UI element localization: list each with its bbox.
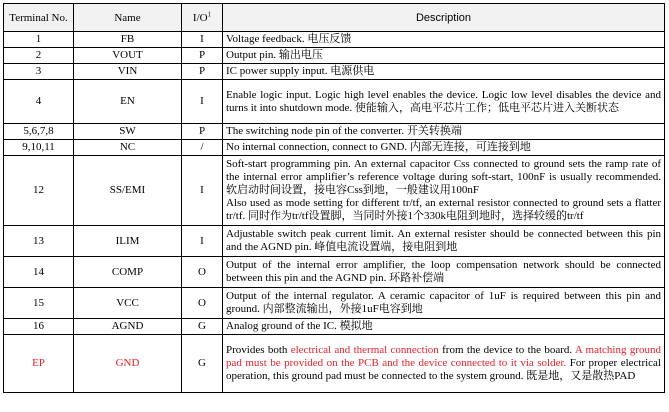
terminal-no-cell: 15 bbox=[4, 288, 74, 319]
io-cell: P bbox=[182, 64, 223, 80]
header-io-superscript: 1 bbox=[207, 9, 212, 18]
description-cell: No internal connection, connect to GND. 内部无连接，可连接到地 bbox=[223, 140, 665, 156]
description-cell bbox=[223, 156, 665, 226]
table-row bbox=[4, 140, 665, 156]
pin-name-cell: VOUT bbox=[74, 48, 182, 64]
description-cell: Enable logic input. Logic high level enables the device. Logic low level disables the device and turns it into shutdown mode. 使能输入，高电平芯片工作；低电平芯片进入关断状态 bbox=[223, 80, 665, 124]
description-cell: IC power supply input. 电源供电 bbox=[223, 64, 665, 80]
pin-name-cell: SW bbox=[74, 124, 182, 140]
table-row bbox=[4, 48, 665, 64]
description-cell bbox=[223, 335, 665, 393]
io-cell: P bbox=[182, 124, 223, 140]
pin-name-cell: AGND bbox=[74, 319, 182, 335]
header-io bbox=[182, 4, 223, 32]
pin-name-cell: SS/EMI bbox=[74, 156, 182, 226]
header-io-label: I/O bbox=[192, 11, 208, 24]
pin-description-table bbox=[3, 3, 665, 393]
table-row bbox=[4, 32, 665, 48]
description-cell: Output of the internal error amplifier, the loop compensation network should be connected between this pin and the AGND pin. 环路补偿端 bbox=[223, 257, 665, 288]
table-row bbox=[4, 319, 665, 335]
pin-name-cell: VCC bbox=[74, 288, 182, 319]
table-row bbox=[4, 64, 665, 80]
description-cell: Voltage feedback. 电压反馈 bbox=[223, 32, 665, 48]
io-cell: I bbox=[182, 32, 223, 48]
description-highlight: A matching ground pad must be provided on the PCB and the device connected to it via solder. bbox=[226, 344, 661, 369]
terminal-no-cell: 12 bbox=[4, 156, 74, 226]
table-row-ep bbox=[4, 335, 665, 393]
terminal-no-cell: EP bbox=[4, 335, 74, 393]
table-row bbox=[4, 288, 665, 319]
pin-name-cell: FB bbox=[74, 32, 182, 48]
description-paragraph: Soft-start programming pin. An external capacitor Css connected to ground sets the ramp rate of the internal error amplifier’s reference voltage during soft-start, 100nF is usually recommended. 软启动时间设置，接电容Css到地，一般建议用100nF bbox=[226, 158, 661, 196]
pin-name-cell: VIN bbox=[74, 64, 182, 80]
header-description: Description bbox=[223, 4, 665, 32]
io-cell: O bbox=[182, 288, 223, 319]
description-cell: Output of the internal regulator. A ceramic capacitor of 1uF is required between this pin and ground. 内部整流输出，外接1uF电容到地 bbox=[223, 288, 665, 319]
terminal-no-cell: 16 bbox=[4, 319, 74, 335]
description-cell: The switching node pin of the converter. 开关转换端 bbox=[223, 124, 665, 140]
io-cell: I bbox=[182, 80, 223, 124]
description-cell: Analog ground of the IC. 模拟地 bbox=[223, 319, 665, 335]
io-cell: I bbox=[182, 156, 223, 226]
io-cell: P bbox=[182, 48, 223, 64]
description-cell: Adjustable switch peak current limit. An external resister should be connected between this pin and the AGND pin. 峰值电流设置端，接电阻到地 bbox=[223, 226, 665, 257]
pin-name-cell: NC bbox=[74, 140, 182, 156]
pin-name-cell: COMP bbox=[74, 257, 182, 288]
terminal-no-cell: 2 bbox=[4, 48, 74, 64]
terminal-no-cell: 14 bbox=[4, 257, 74, 288]
description-text: For proper electrical operation, this ground pad must be connected to the system ground. 既是地，又是散热PAD bbox=[226, 357, 661, 382]
pin-name-cell: ILIM bbox=[74, 226, 182, 257]
table-row bbox=[4, 124, 665, 140]
table-row bbox=[4, 156, 665, 226]
terminal-no-cell: 1 bbox=[4, 32, 74, 48]
description-cell: Output pin. 输出电压 bbox=[223, 48, 665, 64]
terminal-no-cell: 3 bbox=[4, 64, 74, 80]
header-name: Name bbox=[74, 4, 182, 32]
table-header-row bbox=[4, 4, 665, 32]
terminal-no-cell: 9,10,11 bbox=[4, 140, 74, 156]
io-cell: / bbox=[182, 140, 223, 156]
io-cell: O bbox=[182, 257, 223, 288]
description-paragraph: Also used as mode setting for different tr/tf, an external resistor connected to ground sets a flatter tr/tf. 同时作为tr/tf设置脚，当同时外接1个330k电阻到地时，选择较缓的tr/tf bbox=[226, 197, 661, 222]
table-row bbox=[4, 257, 665, 288]
description-text: Provides both bbox=[226, 344, 291, 356]
pin-name-cell: GND bbox=[74, 335, 182, 393]
description-highlight: electrical and thermal connection bbox=[290, 344, 439, 356]
io-cell: I bbox=[182, 226, 223, 257]
table-row bbox=[4, 80, 665, 124]
io-cell: G bbox=[182, 335, 223, 393]
description-text: from the device to the board. bbox=[438, 344, 575, 356]
terminal-no-cell: 5,6,7,8 bbox=[4, 124, 74, 140]
table-row bbox=[4, 226, 665, 257]
header-terminal-no: Terminal No. bbox=[4, 4, 74, 32]
terminal-no-cell: 13 bbox=[4, 226, 74, 257]
pin-name-cell: EN bbox=[74, 80, 182, 124]
io-cell: G bbox=[182, 319, 223, 335]
terminal-no-cell: 4 bbox=[4, 80, 74, 124]
